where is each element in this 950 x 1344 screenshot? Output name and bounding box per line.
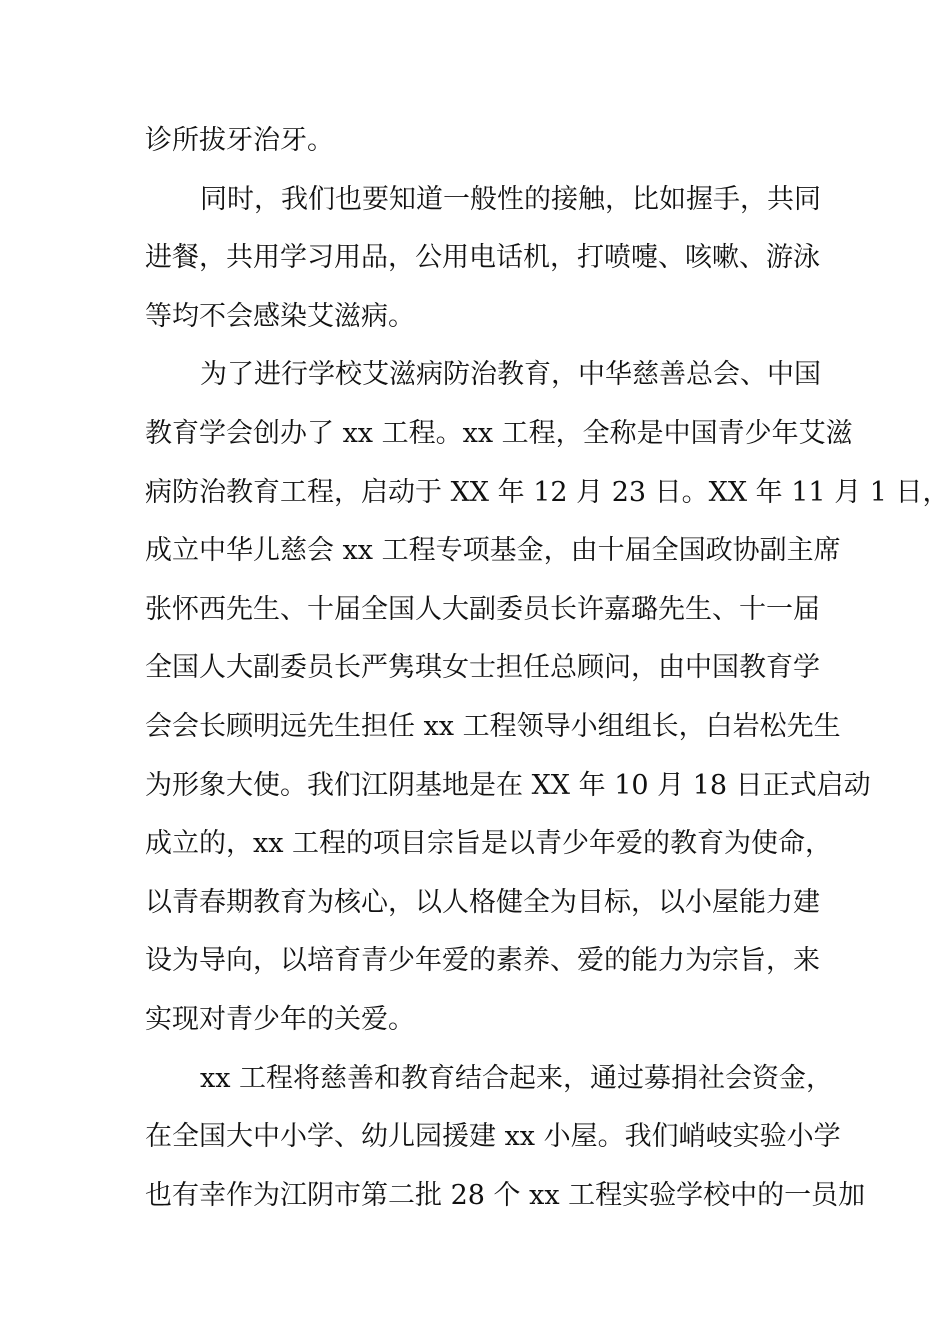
text-line: 以青春期教育为核心，以人格健全为目标，以小屋能力建 — [145, 886, 820, 918]
text-line: 为形象大使。我们江阴基地是在 XX 年 10 月 18 日正式启动 — [145, 769, 871, 801]
text-line: 进餐，共用学习用品，公用电话机，打喷嚏、咳嗽、游泳 — [145, 242, 820, 274]
paragraph-start-line: xx 工程将慈善和教育结合起来，通过募捐社会资金， — [200, 1062, 834, 1094]
paragraph-start-line: 同时，我们也要知道一般性的接触，比如握手，共同 — [200, 183, 821, 215]
body-text — [145, 112, 950, 1225]
text-line: 实现对青少年的关爱。 — [145, 1003, 415, 1035]
text-line: 等均不会感染艾滋病。 — [145, 300, 415, 332]
paragraph-start-line: 为了进行学校艾滋病防治教育，中华慈善总会、中国 — [200, 359, 821, 391]
text-line: 诊所拔牙治牙。 — [145, 125, 334, 156]
text-line: 全国人大副委员长严隽琪女士担任总顾问，由中国教育学 — [145, 652, 820, 684]
text-line: 设为导向，以培育青少年爱的素养、爱的能力为宗旨，来 — [145, 945, 820, 977]
text-line: 张怀西先生、十届全国人大副委员长许嘉璐先生、十一届 — [145, 593, 820, 625]
text-line: 在全国大中小学、幼儿园援建 xx 小屋。我们峭岐实验小学 — [145, 1121, 841, 1153]
text-line: 成立中华儿慈会 xx 工程专项基金，由十届全国政协副主席 — [145, 535, 841, 567]
text-line: 成立的，xx 工程的项目宗旨是以青少年爱的教育为使命， — [145, 828, 833, 860]
text-line: 会会长顾明远先生担任 xx 工程领导小组组长，白岩松先生 — [145, 710, 841, 742]
text-line: 也有幸作为江阴市第二批 28 个 xx 工程实验学校中的一员加 — [145, 1179, 866, 1211]
text-line: 教育学会创办了 xx 工程。xx 工程，全称是中国青少年艾滋 — [145, 417, 853, 449]
text-line: 病防治教育工程，启动于 XX 年 12 月 23 日。XX 年 11 月 1 日， — [145, 476, 950, 508]
